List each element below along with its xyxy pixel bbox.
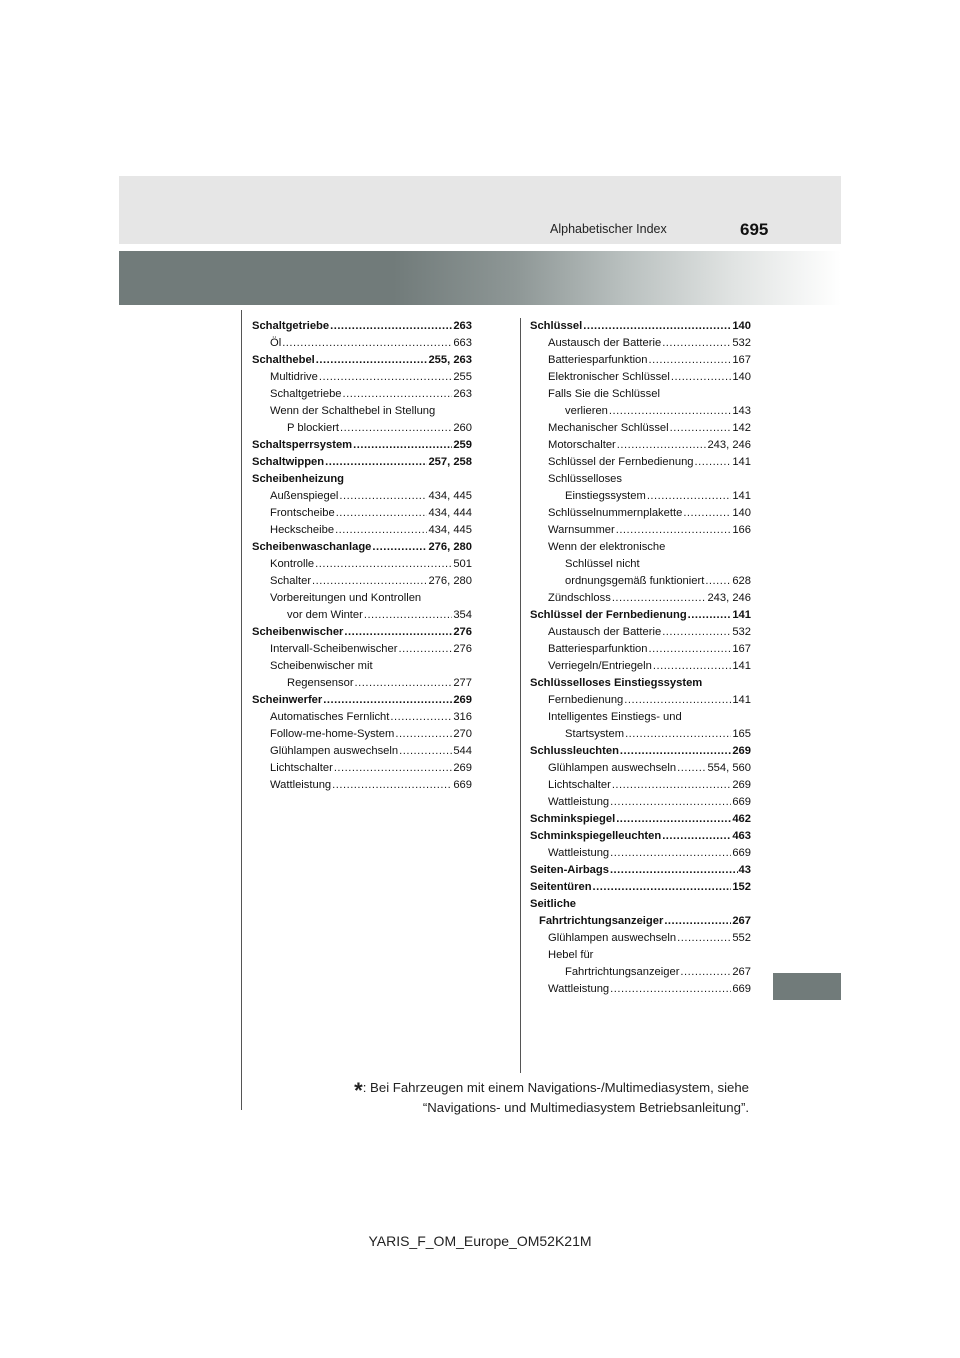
index-entry xyxy=(530,454,751,471)
index-entry xyxy=(252,437,472,454)
dot-leader xyxy=(339,488,427,505)
index-entry xyxy=(530,437,751,454)
index-entry xyxy=(530,420,751,437)
dot-leader xyxy=(372,539,427,556)
index-term: Schlüssel der Fernbedienung xyxy=(548,456,694,468)
index-entry xyxy=(530,539,751,556)
dot-leader xyxy=(340,420,452,437)
dot-leader xyxy=(355,675,453,692)
index-entry xyxy=(252,471,472,488)
index-entry xyxy=(530,862,751,879)
index-page-ref: 669 xyxy=(732,847,751,859)
index-entry xyxy=(252,573,472,590)
dot-leader xyxy=(662,624,731,641)
index-term: Schalter xyxy=(270,575,312,587)
index-term: vor dem Winter xyxy=(287,609,363,621)
dot-leader xyxy=(610,794,731,811)
index-page-ref: 140 xyxy=(732,507,751,519)
index-term: Wattleistung xyxy=(270,779,332,791)
index-page-ref: 532 xyxy=(732,337,751,349)
index-term: P blockiert xyxy=(287,422,340,434)
dot-leader xyxy=(325,454,427,471)
index-entry xyxy=(252,760,472,777)
dot-leader xyxy=(670,420,732,437)
footnote-text-1: : Bei Fahrzeugen mit einem Navigations-/Multimediasystem, siehe xyxy=(362,1080,749,1095)
document-id: YARIS_F_OM_Europe_OM52K21M xyxy=(368,1233,592,1249)
index-page-ref: 316 xyxy=(453,711,472,723)
index-term: ordnungsgemäß funktioniert xyxy=(565,575,705,587)
index-entry xyxy=(530,675,751,692)
index-entry xyxy=(530,335,751,352)
dot-leader xyxy=(398,641,452,658)
index-term: Warnsummer xyxy=(548,524,615,536)
dot-leader xyxy=(344,624,452,641)
index-term: Schlüssel xyxy=(530,320,583,332)
index-entry xyxy=(252,318,472,335)
section-title: Alphabetischer Index xyxy=(550,222,667,236)
index-entry xyxy=(252,352,472,369)
index-page-ref: 255, 263 xyxy=(428,354,472,366)
index-term: Mechanischer Schlüssel xyxy=(548,422,669,434)
dot-leader xyxy=(330,318,452,335)
index-term: Fahrtrichtungsanzeiger xyxy=(565,966,680,978)
dot-leader xyxy=(316,352,428,369)
dot-leader xyxy=(662,335,731,352)
index-entry xyxy=(252,369,472,386)
index-term: Falls Sie die Schlüssel xyxy=(548,388,660,400)
index-page-ref: 269 xyxy=(453,762,472,774)
index-column-right xyxy=(530,318,751,998)
index-page-ref: 259 xyxy=(453,439,472,451)
index-entry xyxy=(530,794,751,811)
index-entry xyxy=(252,386,472,403)
dot-leader xyxy=(583,318,731,335)
dot-leader xyxy=(315,556,452,573)
dot-leader xyxy=(332,777,452,794)
index-term: Batteriesparfunktion xyxy=(548,354,648,366)
index-page-ref: 270 xyxy=(453,728,472,740)
index-entry xyxy=(252,624,472,641)
index-term: Schlüsselloses xyxy=(548,473,622,485)
index-term: Scheibenwaschanlage xyxy=(252,541,372,553)
index-entry xyxy=(252,641,472,658)
index-term: Austausch der Batterie xyxy=(548,337,662,349)
index-page-ref: 462 xyxy=(732,813,751,825)
index-page-ref: 255 xyxy=(453,371,472,383)
dot-leader xyxy=(593,879,732,896)
index-term: Schlüsselnummernplakette xyxy=(548,507,683,519)
index-term: Wattleistung xyxy=(548,983,610,995)
index-term: Seitliche xyxy=(530,898,577,910)
index-entry xyxy=(252,539,472,556)
index-page-ref: 276, 280 xyxy=(428,575,472,587)
index-page-ref: 532 xyxy=(732,626,751,638)
index-term: Wattleistung xyxy=(548,847,610,859)
index-page-ref: 434, 445 xyxy=(428,524,472,536)
index-term: Seiten-Airbags xyxy=(530,864,609,876)
index-term: Motorschalter xyxy=(548,439,616,451)
index-entry xyxy=(530,964,751,981)
index-term: Wattleistung xyxy=(548,796,610,808)
index-page-ref: 263 xyxy=(453,320,472,332)
index-term: Scheibenwischer mit xyxy=(270,660,373,672)
dot-leader xyxy=(336,505,428,522)
footnote-line-1 xyxy=(354,1072,749,1103)
dot-leader xyxy=(664,913,731,930)
index-page-ref: 276 xyxy=(453,626,472,638)
index-page-ref: 434, 445 xyxy=(428,490,472,502)
index-page-ref: 463 xyxy=(732,830,751,842)
dot-leader xyxy=(671,369,731,386)
index-term: Scheibenheizung xyxy=(252,473,344,485)
index-entry xyxy=(252,709,472,726)
dot-leader xyxy=(610,862,738,879)
index-term: Glühlampen auswechseln xyxy=(548,932,677,944)
dot-leader xyxy=(390,709,452,726)
column-divider xyxy=(520,318,521,1073)
index-entry xyxy=(530,845,751,862)
dot-leader xyxy=(312,573,427,590)
dot-leader xyxy=(677,760,706,777)
index-entry xyxy=(252,726,472,743)
index-page-ref: 143 xyxy=(732,405,751,417)
index-page-ref: 276, 280 xyxy=(428,541,472,553)
index-term: Heckscheibe xyxy=(270,524,335,536)
header-bar xyxy=(119,176,841,244)
dot-leader xyxy=(610,981,731,998)
index-term: Schaltgetriebe xyxy=(270,388,342,400)
index-entry xyxy=(530,624,751,641)
index-page-ref: 140 xyxy=(732,320,751,332)
index-entry xyxy=(252,403,472,420)
index-entry xyxy=(530,522,751,539)
footnote-marker: * xyxy=(354,1078,363,1103)
index-entry xyxy=(530,896,751,913)
index-entry xyxy=(530,352,751,369)
index-page-ref: 142 xyxy=(732,422,751,434)
index-entry xyxy=(252,607,472,624)
index-entry xyxy=(252,335,472,352)
dot-leader xyxy=(625,726,731,743)
dot-leader xyxy=(323,692,452,709)
index-term: Hebel für xyxy=(548,949,594,961)
index-page-ref: 269 xyxy=(732,745,751,757)
index-column-left xyxy=(252,318,472,794)
dot-leader xyxy=(647,488,732,505)
index-term: verlieren xyxy=(565,405,608,417)
dot-leader xyxy=(353,437,452,454)
index-term: Schlüssel der Fernbedienung xyxy=(530,609,687,621)
index-term: Frontscheibe xyxy=(270,507,335,519)
index-page-ref: 267 xyxy=(732,915,751,927)
index-entry xyxy=(252,658,472,675)
page-number: 695 xyxy=(740,220,769,239)
index-entry xyxy=(530,318,751,335)
index-term: Intelligentes Einstiegs- und xyxy=(548,711,682,723)
index-entry xyxy=(530,369,751,386)
index-page-ref: 628 xyxy=(732,575,751,587)
dot-leader xyxy=(343,386,453,403)
index-term: Verriegeln/Entriegeln xyxy=(548,660,652,672)
index-page-ref: 434, 444 xyxy=(428,507,472,519)
index-term: Regensensor xyxy=(287,677,354,689)
index-entry xyxy=(252,522,472,539)
dot-leader xyxy=(649,352,732,369)
index-page-ref: 140 xyxy=(732,371,751,383)
index-entry xyxy=(530,641,751,658)
index-page-ref: 141 xyxy=(732,490,751,502)
footnote-line-2: “Navigations- und Multimediasystem Betriebsanleitung”. xyxy=(422,1100,749,1115)
index-entry xyxy=(530,573,751,590)
index-term: Öl xyxy=(270,337,282,349)
index-term: Schminkspiegel xyxy=(530,813,616,825)
index-term: Schlüssel nicht xyxy=(565,558,640,570)
index-term: Austausch der Batterie xyxy=(548,626,662,638)
index-term: Vorbereitungen und Kontrollen xyxy=(270,592,422,604)
index-term: Außenspiegel xyxy=(270,490,339,502)
header-gradient-band xyxy=(119,251,841,305)
index-term: Kontrolle xyxy=(270,558,315,570)
dot-leader xyxy=(612,590,707,607)
index-entry xyxy=(530,488,751,505)
dot-leader xyxy=(395,726,452,743)
index-entry xyxy=(530,386,751,403)
index-term: Schalthebel xyxy=(252,354,315,366)
index-page-ref: 166 xyxy=(732,524,751,536)
dot-leader xyxy=(616,811,731,828)
dot-leader xyxy=(610,845,731,862)
index-page-ref: 141 xyxy=(732,609,751,621)
index-page-ref: 501 xyxy=(453,558,472,570)
index-page-ref: 554, 560 xyxy=(707,762,751,774)
index-page-ref: 165 xyxy=(732,728,751,740)
index-page-ref: 152 xyxy=(732,881,751,893)
dot-leader xyxy=(399,743,452,760)
index-term: Schlüsselloses Einstiegssystem xyxy=(530,677,703,689)
index-entry xyxy=(530,947,751,964)
index-term: Scheibenwischer xyxy=(252,626,344,638)
index-term: Wenn der elektronische xyxy=(548,541,666,553)
index-entry xyxy=(530,811,751,828)
index-page-ref: 552 xyxy=(732,932,751,944)
index-entry xyxy=(530,913,751,930)
index-term: Intervall-Scheibenwischer xyxy=(270,643,398,655)
index-entry xyxy=(530,658,751,675)
index-term: Zündschloss xyxy=(548,592,611,604)
dot-leader xyxy=(364,607,452,624)
index-entry xyxy=(252,675,472,692)
index-term: Seitentüren xyxy=(530,881,592,893)
index-term: Schaltgetriebe xyxy=(252,320,330,332)
index-entry xyxy=(530,981,751,998)
index-term: Glühlampen auswechseln xyxy=(270,745,399,757)
index-term: Scheinwerfer xyxy=(252,694,323,706)
index-term: Glühlampen auswechseln xyxy=(548,762,677,774)
index-entry xyxy=(252,488,472,505)
index-entry xyxy=(252,743,472,760)
index-entry xyxy=(252,454,472,471)
index-entry xyxy=(530,828,751,845)
index-term: Automatisches Fernlicht xyxy=(270,711,390,723)
index-page-ref: 243, 246 xyxy=(707,592,751,604)
index-entry xyxy=(530,590,751,607)
chapter-tab xyxy=(773,973,841,1000)
index-term: Wenn der Schalthebel in Stellung xyxy=(270,405,436,417)
index-page-ref: 141 xyxy=(732,660,751,672)
index-term: Startsystem xyxy=(565,728,625,740)
index-page-ref: 243, 246 xyxy=(707,439,751,451)
dot-leader xyxy=(335,522,427,539)
index-page-ref: 141 xyxy=(732,456,751,468)
index-term: Batteriesparfunktion xyxy=(548,643,648,655)
index-page-ref: 269 xyxy=(453,694,472,706)
index-entry xyxy=(530,692,751,709)
index-entry xyxy=(530,930,751,947)
index-entry xyxy=(530,505,751,522)
dot-leader xyxy=(612,777,732,794)
left-vertical-rule xyxy=(241,310,242,1110)
index-entry xyxy=(530,607,751,624)
index-page-ref: 43 xyxy=(738,864,751,876)
index-page-ref: 257, 258 xyxy=(428,456,472,468)
dot-leader xyxy=(649,641,732,658)
index-page-ref: 263 xyxy=(453,388,472,400)
dot-leader xyxy=(282,335,452,352)
dot-leader xyxy=(334,760,453,777)
index-entry xyxy=(252,777,472,794)
index-entry xyxy=(530,760,751,777)
index-term: Multidrive xyxy=(270,371,318,383)
index-page-ref: 141 xyxy=(732,694,751,706)
index-entry xyxy=(252,420,472,437)
dot-leader xyxy=(680,964,731,981)
index-entry xyxy=(530,743,751,760)
index-entry xyxy=(530,471,751,488)
index-page-ref: 260 xyxy=(453,422,472,434)
index-page-ref: 167 xyxy=(732,643,751,655)
index-entry xyxy=(530,726,751,743)
index-term: Follow-me-home-System xyxy=(270,728,395,740)
dot-leader xyxy=(620,743,731,760)
dot-leader xyxy=(705,573,731,590)
dot-leader xyxy=(609,403,731,420)
index-term: Elektronischer Schlüssel xyxy=(548,371,670,383)
index-entry xyxy=(530,879,751,896)
index-term: Schaltwippen xyxy=(252,456,325,468)
index-page-ref: 669 xyxy=(453,779,472,791)
index-term: Fernbedienung xyxy=(548,694,624,706)
index-page-ref: 663 xyxy=(453,337,472,349)
index-page-ref: 277 xyxy=(453,677,472,689)
index-page-ref: 276 xyxy=(453,643,472,655)
index-term: Schminkspiegelleuchten xyxy=(530,830,662,842)
dot-leader xyxy=(695,454,732,471)
dot-leader xyxy=(683,505,731,522)
dot-leader xyxy=(688,607,732,624)
dot-leader xyxy=(677,930,731,947)
dot-leader xyxy=(616,522,732,539)
index-page-ref: 544 xyxy=(453,745,472,757)
dot-leader xyxy=(653,658,731,675)
dot-leader xyxy=(617,437,707,454)
index-entry xyxy=(530,403,751,420)
index-term: Lichtschalter xyxy=(548,779,611,791)
index-entry xyxy=(252,505,472,522)
index-term: Lichtschalter xyxy=(270,762,333,774)
index-entry xyxy=(530,556,751,573)
index-term: Schaltsperrsystem xyxy=(252,439,353,451)
index-term: Einstiegssystem xyxy=(565,490,646,502)
index-entry xyxy=(530,777,751,794)
index-page-ref: 167 xyxy=(732,354,751,366)
index-term: Fahrtrichtungsanzeiger xyxy=(539,915,664,927)
dot-leader xyxy=(319,369,452,386)
index-term: Schlussleuchten xyxy=(530,745,619,757)
index-entry xyxy=(252,590,472,607)
index-page-ref: 669 xyxy=(732,796,751,808)
index-page-ref: 269 xyxy=(732,779,751,791)
index-page-ref: 669 xyxy=(732,983,751,995)
dot-leader xyxy=(624,692,731,709)
index-page-ref: 267 xyxy=(732,966,751,978)
index-page-ref: 354 xyxy=(453,609,472,621)
index-entry xyxy=(530,709,751,726)
index-entry xyxy=(252,692,472,709)
index-entry xyxy=(252,556,472,573)
dot-leader xyxy=(662,828,731,845)
